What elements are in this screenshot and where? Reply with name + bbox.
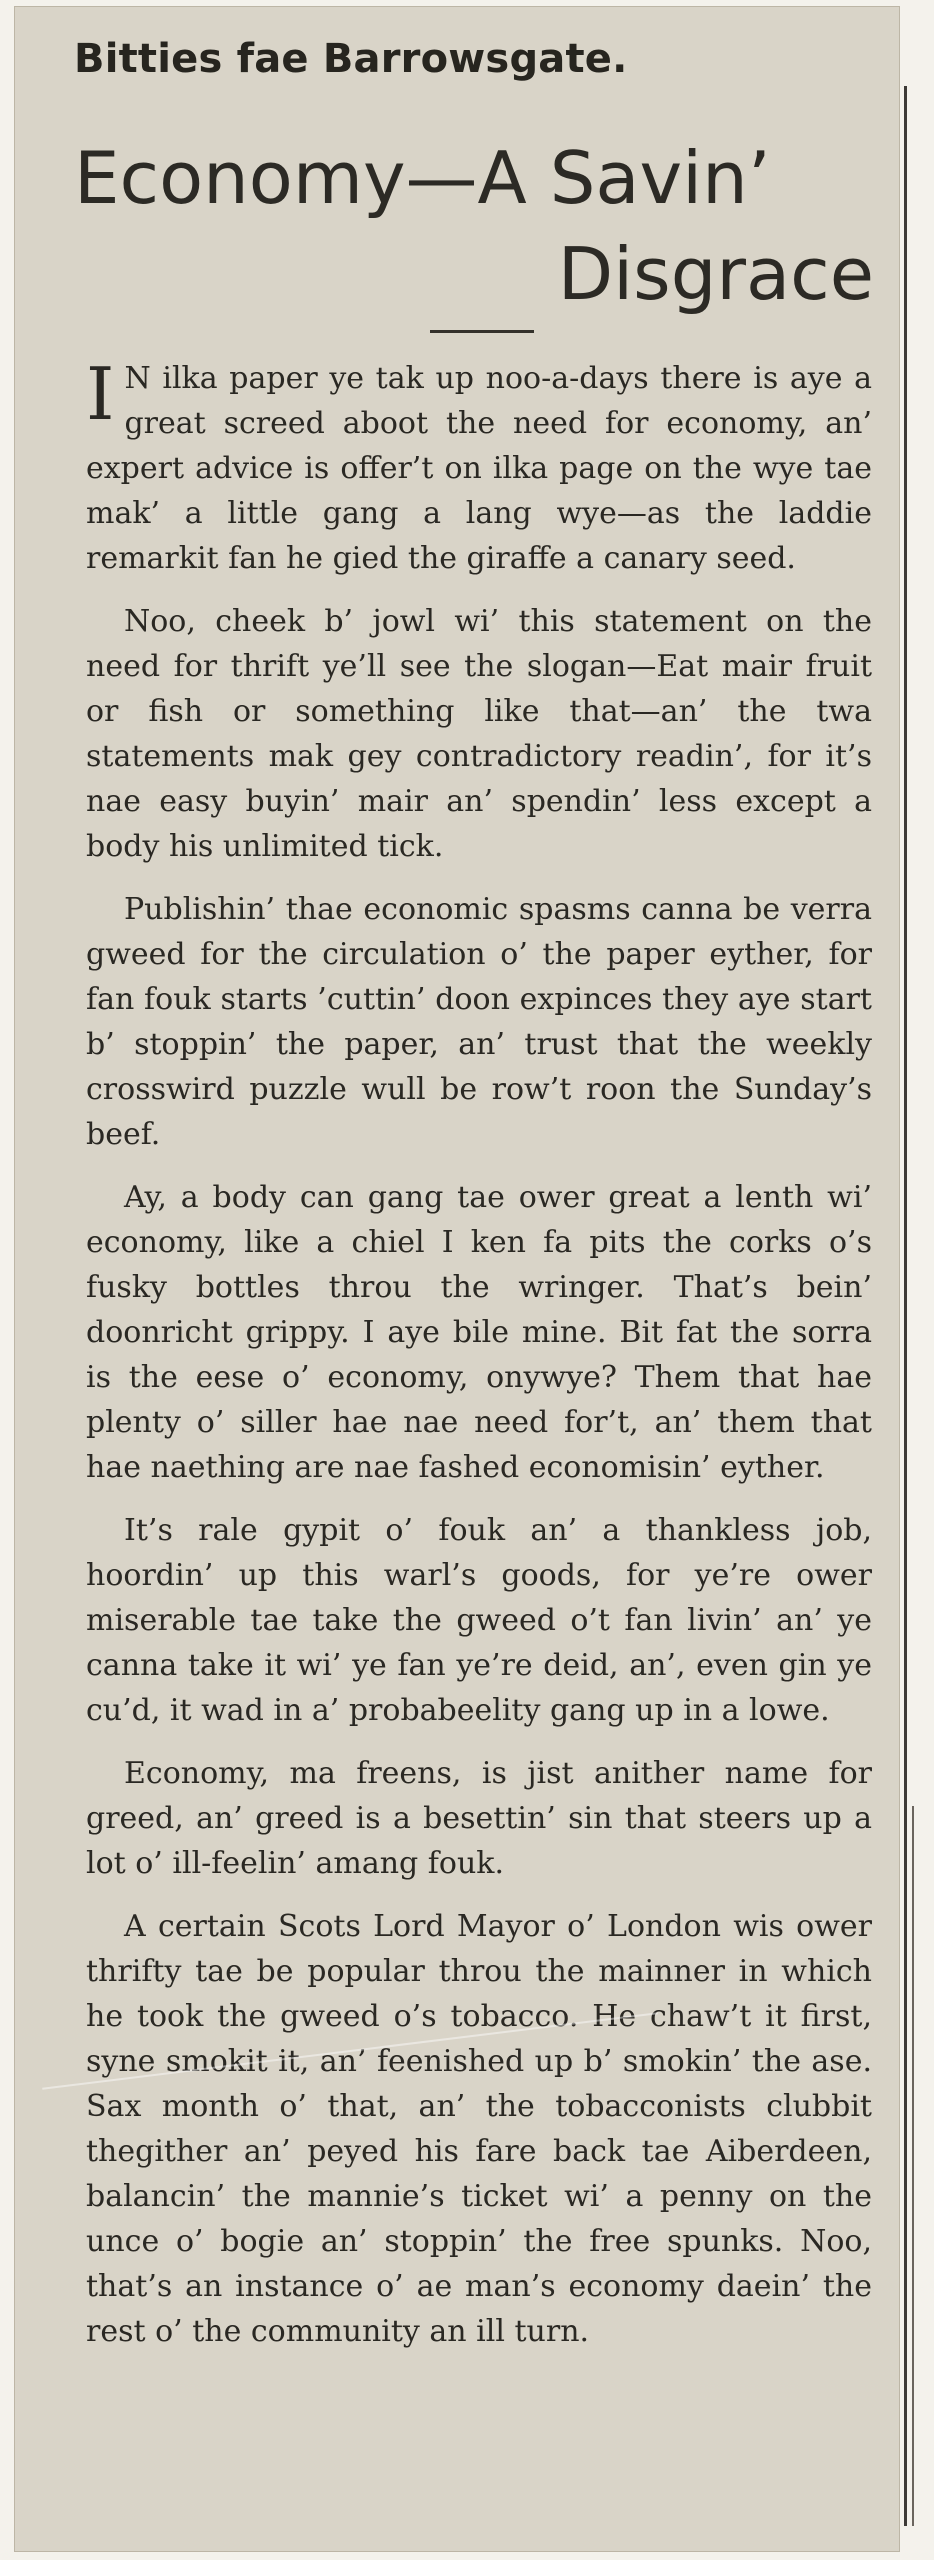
drop-cap: I bbox=[86, 352, 115, 436]
paragraph-6: Economy, ma freens, is jist anither name for greed, an’ greed is a besettin’ sin that steers up a lot o’ ill-feelin’ amang fouk. bbox=[86, 1756, 872, 1881]
paragraph-3: Publishin’ thae economic spasms canna be verra gweed for the circulation o’ the paper eyther, for fan fouk starts ’cuttin’ doon expinces they aye start b’ stoppin’ the paper, an’ trust that the weekly crosswird puzzle wull be row’t roon the Sunday’s beef. bbox=[86, 892, 872, 1152]
paragraph-4: Ay, a body can gang tae ower great a lenth wi’ economy, like a chiel I ken fa pits the corks o’s fusky bottles throu the wringer. That’s bein’ doonricht grippy. I aye bile mine. Bit fat the sorra is the eese o’ economy, onywye? Them that hae plenty o’ siller hae nae need for’t, an’ them that hae naething are nae fashed economisin’ eyther. bbox=[86, 1180, 872, 1485]
paragraph-1-text: ilka paper ye tak up noo-a-days there is aye a great screed aboot the need for economy, an’ expert advice is offer’t on ilka page on the wye tae mak’ a little gang a lang wye—as the laddie remarkit fan he gied the giraffe a canary seed. bbox=[86, 361, 872, 576]
lead-letter: N bbox=[124, 361, 151, 396]
paragraph-2: Noo, cheek b’ jowl wi’ this statement on the need for thrift ye’ll see the slogan—Eat mair fruit or fish or something like that—an’ the twa statements mak gey contradictory readin’, for it’s nae easy buyin’ mair an’ spendin’ less except a body his unlimited tick. bbox=[86, 604, 872, 864]
paragraph-1 bbox=[86, 352, 872, 581]
headline-line-2: Disgrace bbox=[557, 232, 874, 316]
headline-line-1: Economy—A Savin’ bbox=[74, 136, 771, 220]
column-rule bbox=[904, 86, 907, 2526]
paragraph-5: It’s rale gypit o’ fouk an’ a thankless job, hoordin’ up this warl’s goods, for ye’re ower miserable tae take the gweed o’t fan livin’ an’ ye canna take it wi’ ye fan ye’re deid, an’, even gin ye cu’d, it wad in a’ probabeelity gang up in a lowe. bbox=[86, 1513, 872, 1728]
headline-divider bbox=[430, 330, 534, 333]
headline bbox=[74, 130, 874, 322]
paragraph-7: A certain Scots Lord Mayor o’ London wis ower thrifty tae be popular throu the mainner in which he took the gweed o’s tobacco. He chaw’t it first, syne smokit it, an’ feenished up b’ smokin’ the ase. Sax month o’ that, an’ the tobacconists clubbit thegither an’ peyed his fare back tae Aiberdeen, balancin’ the mannie’s ticket wi’ a penny on the unce o’ bogie an’ stoppin’ the free spunks. Noo, that’s an instance o’ ae man’s economy daein’ the rest o’ the community an ill turn. bbox=[86, 1909, 872, 2349]
series-title: Bitties fae Barrowsgate. bbox=[74, 36, 628, 82]
column-rule-lower bbox=[912, 1806, 914, 2526]
